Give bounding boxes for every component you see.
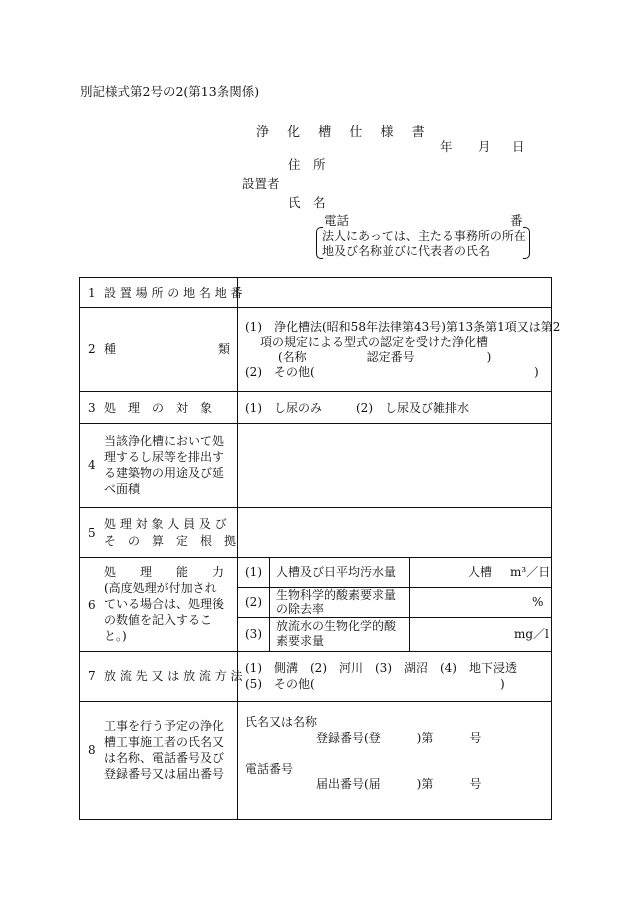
row4-number: 4	[88, 458, 96, 472]
address-label: 住 所	[288, 157, 326, 172]
row7-label: 放 流 先 又 は 放 流 方 法	[104, 669, 243, 683]
row6-sub3-number: (3)	[245, 627, 262, 641]
row8-name-label: 氏名又は名称	[245, 715, 318, 729]
row2-option2: (2) その他(	[245, 365, 315, 379]
row8-line4: 登録番号又は届出番号	[104, 767, 225, 781]
row2-label-b: 類	[218, 342, 231, 356]
form-id: 別記様式第2号の2(第13条関係)	[80, 84, 260, 99]
row2-option2-close: )	[534, 365, 539, 379]
row2-option1-line2: 項の規定による型式の認定を受けた浄化槽	[260, 335, 489, 349]
phone-suffix: 番	[510, 213, 523, 228]
corporate-note-line1: 法人にあっては、主たる事務所の所在	[322, 229, 526, 243]
name-label: 氏 名	[288, 195, 326, 210]
row6-line4: の数値を記入するこ	[104, 613, 213, 627]
row5-line2: そ の 算 定 根 拠	[104, 534, 237, 548]
row6-sub2-unit: %	[532, 595, 544, 609]
row6-number: 6	[88, 598, 96, 612]
row2-option1-line3: (名称 認定番号 )	[278, 350, 492, 364]
row6-sub2-line2: の除去率	[276, 602, 325, 616]
row3-option2: (2) し尿及び雑排水	[356, 401, 469, 415]
row7-number: 7	[88, 669, 96, 683]
row8-number: 8	[88, 743, 96, 757]
row8-notification-number: 届出番号(届 )第 号	[316, 777, 482, 791]
row1-label: 設 置 場 所 の 地 名 地 番	[104, 286, 243, 300]
corporate-note-bracket	[316, 227, 530, 259]
row5-number: 5	[88, 526, 96, 540]
row6-sub1-label: 人槽及び日平均汚水量	[276, 565, 397, 579]
row7-line2: (5) その他(	[245, 677, 315, 691]
row6-sub2-line1: 生物科学的酸素要求量	[276, 588, 397, 602]
date-month: 月	[478, 139, 491, 154]
row6-line1: 処 理 能 力	[104, 565, 225, 579]
row6-sub1-unit-a: 人槽	[468, 565, 493, 579]
row2-label-a: 種	[104, 342, 117, 356]
row3-label: 処 理 の 対 象	[104, 401, 213, 415]
row4-line3: る建築物の用途及び延	[104, 466, 225, 480]
row6-sub3-unit: mg／l	[514, 627, 549, 641]
row6-sub2-number: (2)	[245, 595, 262, 609]
row3-option1: (1) し尿のみ	[245, 401, 322, 415]
row6-sub1-number: (1)	[245, 565, 262, 579]
row8-registration-number: 登録番号(登 )第 号	[316, 731, 482, 745]
row7-line2-close: )	[500, 677, 505, 691]
row8-line3: は名称、電話番号及び	[104, 751, 225, 765]
specification-table	[79, 277, 561, 820]
row6-sub3-line2: 素要求量	[276, 634, 325, 648]
row6-line2: (高度処理が付加され	[104, 581, 217, 595]
installer-label: 設置者	[242, 176, 280, 191]
date-year: 年	[440, 139, 453, 154]
row7-line1: (1) 側溝 (2) 河川 (3) 湖沼 (4) 地下浸透	[245, 661, 517, 675]
row4-line1: 当該浄化槽において処	[104, 434, 225, 448]
row6-sub1-unit-b: m³／日	[510, 565, 551, 579]
row6-sub3-line1: 放流水の生物化学的酸	[276, 619, 397, 633]
row5-line1: 処 理 対 象 人 員 及 び	[104, 517, 227, 531]
date-day: 日	[512, 139, 525, 154]
row8-line2: 槽工事施工者の氏名又	[104, 735, 225, 749]
row1-number: 1	[88, 286, 96, 300]
row2-option1-line1: (1) 浄化槽法(昭和58年法律第43号)第13条第1項又は第2	[245, 320, 561, 334]
row8-phone-label: 電話番号	[245, 762, 294, 776]
row2-number: 2	[88, 342, 96, 356]
corporate-note-line2: 地及び名称並びに代表者の氏名	[322, 244, 491, 258]
row3-number: 3	[88, 401, 96, 415]
row6-line3: ている場合は、処理後	[104, 597, 225, 611]
row4-line4: べ面積	[104, 482, 141, 496]
phone-label: 電話	[324, 213, 350, 228]
row4-line2: 理するし尿等を排出す	[104, 450, 225, 464]
row6-line5: と。)	[104, 629, 127, 643]
row8-line1: 工事を行う予定の浄化	[104, 719, 225, 733]
document-title: 浄 化 槽 仕 様 書	[256, 125, 432, 140]
